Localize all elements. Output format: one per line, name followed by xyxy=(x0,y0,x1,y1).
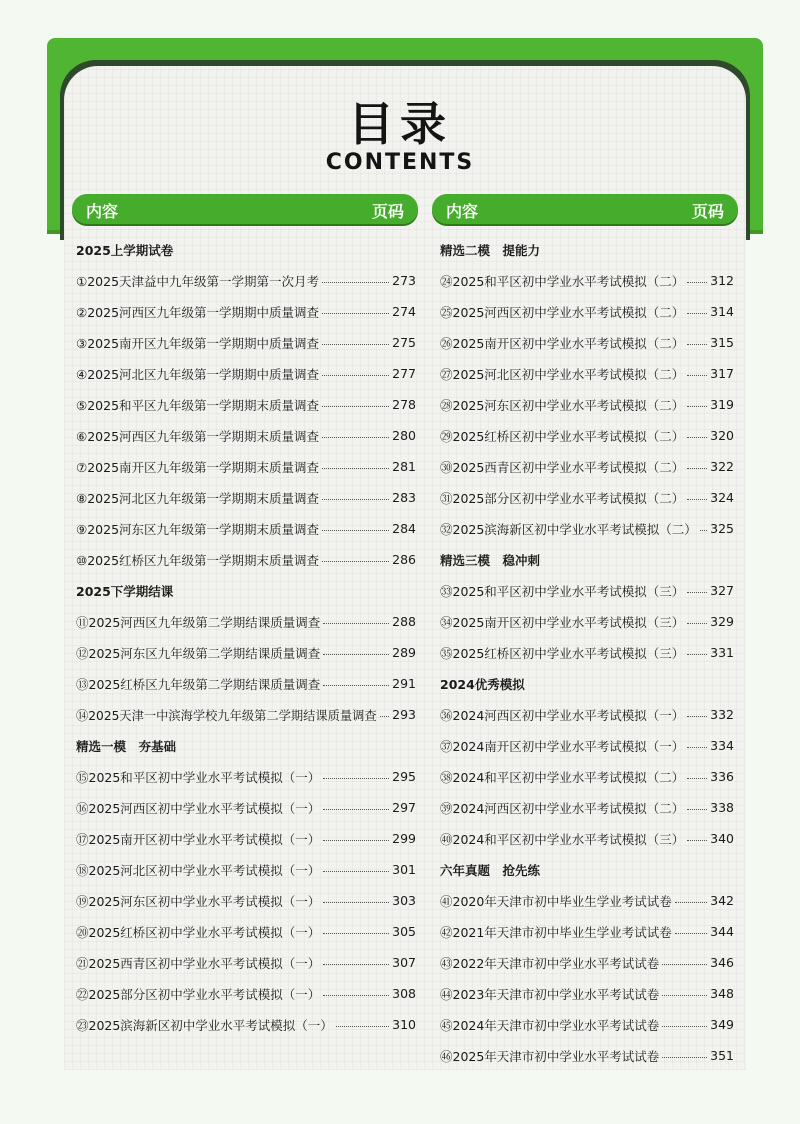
toc-entry[interactable] xyxy=(440,513,734,544)
toc-entry[interactable] xyxy=(76,482,416,513)
entry-title: ③2025南开区九年级第一学期期中质量调查 xyxy=(76,335,320,351)
toc-entry[interactable] xyxy=(76,513,416,544)
right-column-header xyxy=(432,194,738,224)
leader-dots xyxy=(322,437,389,438)
page-number: 273 xyxy=(392,273,416,288)
toc-entry[interactable] xyxy=(76,916,416,947)
leader-dots xyxy=(700,530,707,531)
leader-dots xyxy=(322,499,389,500)
leader-dots xyxy=(687,313,707,314)
leader-dots xyxy=(687,716,707,717)
toc-entry[interactable] xyxy=(440,1009,734,1040)
entry-title: ㊷2021年天津市初中毕业生学业考试试卷 xyxy=(440,924,672,940)
entry-title: ㊲2024南开区初中学业水平考试模拟（一） xyxy=(440,738,685,754)
section-title: 精选三模 稳冲刺 xyxy=(440,552,541,568)
page-number: 327 xyxy=(710,583,734,598)
entry-title: ⑦2025南开区九年级第一学期期末质量调查 xyxy=(76,459,320,475)
toc-entry[interactable] xyxy=(440,637,734,668)
page-number: 332 xyxy=(710,707,734,722)
leader-dots xyxy=(687,623,707,624)
leader-dots xyxy=(322,468,389,469)
entry-title: ⑳2025红桥区初中学业水平考试模拟（一） xyxy=(76,924,321,940)
page-number: 284 xyxy=(392,521,416,536)
leader-dots xyxy=(322,344,389,345)
leader-dots xyxy=(323,964,389,965)
entry-title: ⑨2025河东区九年级第一学期期末质量调查 xyxy=(76,521,320,537)
toc-section-heading xyxy=(440,854,734,885)
page-number: 275 xyxy=(392,335,416,350)
page-number: 277 xyxy=(392,366,416,381)
entry-title: ㉝2025和平区初中学业水平考试模拟（三） xyxy=(440,583,685,599)
entry-title: ㊱2024河西区初中学业水平考试模拟（一） xyxy=(440,707,685,723)
leader-dots xyxy=(687,468,707,469)
toc-entry[interactable] xyxy=(76,544,416,575)
leader-dots xyxy=(687,654,707,655)
page-number: 348 xyxy=(710,986,734,1001)
page-number: 303 xyxy=(392,893,416,908)
toc-entry[interactable] xyxy=(440,823,734,854)
entry-title: ㉜2025滨海新区初中学业水平考试模拟（二） xyxy=(440,521,697,537)
toc-entry[interactable] xyxy=(76,668,416,699)
leader-dots xyxy=(323,871,389,872)
entry-title: ㉛2025部分区初中学业水平考试模拟（二） xyxy=(440,490,685,506)
page-title: 目录 xyxy=(348,97,452,151)
entry-title: ⑪2025河西区九年级第二学期结课质量调查 xyxy=(76,614,321,630)
leader-dots xyxy=(687,778,707,779)
toc-section-heading xyxy=(76,234,416,265)
leader-dots xyxy=(323,995,389,996)
leader-dots xyxy=(675,902,707,903)
page-number: 322 xyxy=(710,459,734,474)
toc-entry[interactable] xyxy=(440,792,734,823)
entry-title: ⑫2025河东区九年级第二学期结课质量调查 xyxy=(76,645,321,661)
toc-entry[interactable] xyxy=(76,637,416,668)
entry-title: ㉗2025河北区初中学业水平考试模拟（二） xyxy=(440,366,685,382)
toc-section-heading xyxy=(76,730,416,761)
page-number: 297 xyxy=(392,800,416,815)
toc-entry[interactable] xyxy=(440,420,734,451)
section-title: 2025上学期试卷 xyxy=(76,242,174,258)
toc-entry[interactable] xyxy=(76,606,416,637)
entry-title: ㊸2022年天津市初中学业水平考试试卷 xyxy=(440,955,660,971)
header-content-label: 内容 xyxy=(446,202,479,221)
page-number: 283 xyxy=(392,490,416,505)
page-number: 351 xyxy=(710,1048,734,1063)
page-number: 293 xyxy=(392,707,416,722)
toc-entry[interactable] xyxy=(76,265,416,296)
toc-entry[interactable] xyxy=(76,885,416,916)
section-title: 精选二模 提能力 xyxy=(440,242,541,258)
entry-title: ㊺2024年天津市初中学业水平考试试卷 xyxy=(440,1017,660,1033)
section-title: 2025下学期结课 xyxy=(76,583,174,599)
leader-dots xyxy=(687,375,707,376)
toc-entry[interactable] xyxy=(440,327,734,358)
page-number: 334 xyxy=(710,738,734,753)
toc-entry[interactable] xyxy=(440,761,734,792)
page-number: 315 xyxy=(710,335,734,350)
page-number: 307 xyxy=(392,955,416,970)
toc-entry[interactable] xyxy=(440,699,734,730)
toc-section-heading xyxy=(440,234,734,265)
entry-title: ㉕2025河西区初中学业水平考试模拟（二） xyxy=(440,304,685,320)
page-number: 274 xyxy=(392,304,416,319)
entry-title: ㉟2025红桥区初中学业水平考试模拟（三） xyxy=(440,645,685,661)
toc-entry[interactable] xyxy=(76,792,416,823)
page-number: 301 xyxy=(392,862,416,877)
page-number: 305 xyxy=(392,924,416,939)
page-number: 346 xyxy=(710,955,734,970)
toc-entry[interactable] xyxy=(440,916,734,947)
entry-title: ㊻2025年天津市初中学业水平考试试卷 xyxy=(440,1048,660,1064)
page-number: 312 xyxy=(710,273,734,288)
toc-entry[interactable] xyxy=(76,854,416,885)
page-number: 289 xyxy=(392,645,416,660)
entry-title: ㊹2023年天津市初中学业水平考试试卷 xyxy=(440,986,660,1002)
toc-entry[interactable] xyxy=(440,296,734,327)
entry-title: ㉚2025西青区初中学业水平考试模拟（二） xyxy=(440,459,685,475)
page-number: 310 xyxy=(392,1017,416,1032)
page-number: 291 xyxy=(392,676,416,691)
entry-title: ㉔2025和平区初中学业水平考试模拟（二） xyxy=(440,273,685,289)
entry-title: ㉙2025红桥区初中学业水平考试模拟（二） xyxy=(440,428,685,444)
entry-title: ㉘2025河东区初中学业水平考试模拟（二） xyxy=(440,397,685,413)
page-number: 331 xyxy=(710,645,734,660)
leader-dots xyxy=(322,406,389,407)
leader-dots xyxy=(322,530,389,531)
left-toc-column xyxy=(76,234,416,1040)
section-title: 精选一模 夯基础 xyxy=(76,738,177,754)
leader-dots xyxy=(662,1026,707,1027)
page-number: 336 xyxy=(710,769,734,784)
page-number: 286 xyxy=(392,552,416,567)
toc-entry[interactable] xyxy=(440,358,734,389)
page-number: 344 xyxy=(710,924,734,939)
toc-section-heading xyxy=(440,668,734,699)
page-number: 288 xyxy=(392,614,416,629)
leader-dots xyxy=(687,282,707,283)
toc-entry[interactable] xyxy=(440,606,734,637)
leader-dots xyxy=(687,344,707,345)
page-number: 340 xyxy=(710,831,734,846)
toc-entry[interactable] xyxy=(440,451,734,482)
leader-dots xyxy=(322,561,389,562)
entry-title: ⑱2025河北区初中学业水平考试模拟（一） xyxy=(76,862,321,878)
leader-dots xyxy=(662,995,707,996)
toc-entry[interactable] xyxy=(76,761,416,792)
toc-entry[interactable] xyxy=(76,947,416,978)
toc-section-heading xyxy=(440,544,734,575)
leader-dots xyxy=(322,375,389,376)
leader-dots xyxy=(662,964,707,965)
entry-title: ⑧2025河北区九年级第一学期期末质量调查 xyxy=(76,490,320,506)
leader-dots xyxy=(687,809,707,810)
page-number: 325 xyxy=(710,521,734,536)
page-number: 320 xyxy=(710,428,734,443)
toc-entry[interactable] xyxy=(76,978,416,1009)
entry-title: ⑮2025和平区初中学业水平考试模拟（一） xyxy=(76,769,321,785)
page-number: 308 xyxy=(392,986,416,1001)
leader-dots xyxy=(323,933,389,934)
toc-entry[interactable] xyxy=(76,823,416,854)
page-number: 329 xyxy=(710,614,734,629)
page-number: 278 xyxy=(392,397,416,412)
toc-entry[interactable] xyxy=(440,482,734,513)
entry-title: ㉞2025南开区初中学业水平考试模拟（三） xyxy=(440,614,685,630)
toc-entry[interactable] xyxy=(76,327,416,358)
entry-title: ⑭2025天津一中滨海学校九年级第二学期结课质量调查 xyxy=(76,708,377,723)
leader-dots xyxy=(687,406,707,407)
toc-entry[interactable] xyxy=(440,885,734,916)
toc-section-heading xyxy=(76,575,416,606)
page-number: 349 xyxy=(710,1017,734,1032)
page-number: 342 xyxy=(710,893,734,908)
leader-dots xyxy=(336,1026,389,1027)
entry-title: ㉑2025西青区初中学业水平考试模拟（一） xyxy=(76,955,321,971)
header-content-label: 内容 xyxy=(86,202,119,221)
toc-entry[interactable] xyxy=(76,451,416,482)
frame-tab-left xyxy=(47,206,61,224)
page-number: 319 xyxy=(710,397,734,412)
page-number: 317 xyxy=(710,366,734,381)
entry-title: ⑥2025河西区九年级第一学期期末质量调查 xyxy=(76,428,320,444)
leader-dots xyxy=(323,685,389,686)
toc-entry[interactable] xyxy=(440,265,734,296)
frame-tab-right xyxy=(748,206,762,224)
toc-entry[interactable] xyxy=(440,575,734,606)
right-toc-column xyxy=(440,234,734,1071)
toc-entry[interactable] xyxy=(76,420,416,451)
entry-title: ㉒2025部分区初中学业水平考试模拟（一） xyxy=(76,986,321,1002)
toc-entry[interactable] xyxy=(76,699,416,730)
section-title: 2024优秀模拟 xyxy=(440,676,525,692)
toc-entry[interactable] xyxy=(76,389,416,420)
entry-title: ⑲2025河东区初中学业水平考试模拟（一） xyxy=(76,893,321,909)
leader-dots xyxy=(322,313,389,314)
section-title: 六年真题 抢先练 xyxy=(440,862,541,878)
entry-title: ⑰2025南开区初中学业水平考试模拟（一） xyxy=(76,831,321,847)
leader-dots xyxy=(322,282,389,283)
leader-dots xyxy=(323,902,389,903)
toc-entry[interactable] xyxy=(440,730,734,761)
leader-dots xyxy=(675,933,707,934)
toc-entry[interactable] xyxy=(440,978,734,1009)
page-number: 295 xyxy=(392,769,416,784)
page-number: 281 xyxy=(392,459,416,474)
page-subtitle: CONTENTS xyxy=(325,150,475,175)
entry-title: ④2025河北区九年级第一学期期中质量调查 xyxy=(76,366,320,382)
entry-title: ㉓2025滨海新区初中学业水平考试模拟（一） xyxy=(76,1017,333,1033)
toc-entry[interactable] xyxy=(76,358,416,389)
header-page-label: 页码 xyxy=(691,202,724,221)
entry-title: ㊶2020年天津市初中毕业生学业考试试卷 xyxy=(440,893,672,909)
left-column-header xyxy=(72,194,418,224)
page-number: 314 xyxy=(710,304,734,319)
leader-dots xyxy=(687,840,707,841)
header-page-label: 页码 xyxy=(371,202,404,221)
toc-entry[interactable] xyxy=(440,1040,734,1071)
leader-dots xyxy=(380,716,389,717)
leader-dots xyxy=(323,809,389,810)
entry-title: ⑤2025和平区九年级第一学期期末质量调查 xyxy=(76,397,320,413)
leader-dots xyxy=(687,747,707,748)
leader-dots xyxy=(323,623,389,624)
entry-title: ㉖2025南开区初中学业水平考试模拟（二） xyxy=(440,335,685,351)
page-number: 280 xyxy=(392,428,416,443)
entry-title: ㊴2024河西区初中学业水平考试模拟（二） xyxy=(440,800,685,816)
entry-title: ⑯2025河西区初中学业水平考试模拟（一） xyxy=(76,800,321,816)
toc-entry[interactable] xyxy=(440,947,734,978)
entry-title: ⑩2025红桥区九年级第一学期期末质量调查 xyxy=(76,552,320,568)
entry-title: ㊳2024和平区初中学业水平考试模拟（二） xyxy=(440,769,685,785)
entry-title: ②2025河西区九年级第一学期期中质量调查 xyxy=(76,304,320,320)
leader-dots xyxy=(323,778,389,779)
entry-title: ⑬2025红桥区九年级第二学期结课质量调查 xyxy=(76,676,321,692)
leader-dots xyxy=(662,1057,707,1058)
leader-dots xyxy=(687,499,707,500)
page-number: 338 xyxy=(710,800,734,815)
leader-dots xyxy=(687,592,707,593)
toc-entry[interactable] xyxy=(440,389,734,420)
leader-dots xyxy=(323,840,389,841)
toc-entry[interactable] xyxy=(76,296,416,327)
leader-dots xyxy=(323,654,389,655)
page-number: 324 xyxy=(710,490,734,505)
toc-entry[interactable] xyxy=(76,1009,416,1040)
leader-dots xyxy=(687,437,707,438)
entry-title: ①2025天津益中九年级第一学期第一次月考 xyxy=(76,273,320,289)
page-number: 299 xyxy=(392,831,416,846)
entry-title: ㊵2024和平区初中学业水平考试模拟（三） xyxy=(440,831,685,847)
